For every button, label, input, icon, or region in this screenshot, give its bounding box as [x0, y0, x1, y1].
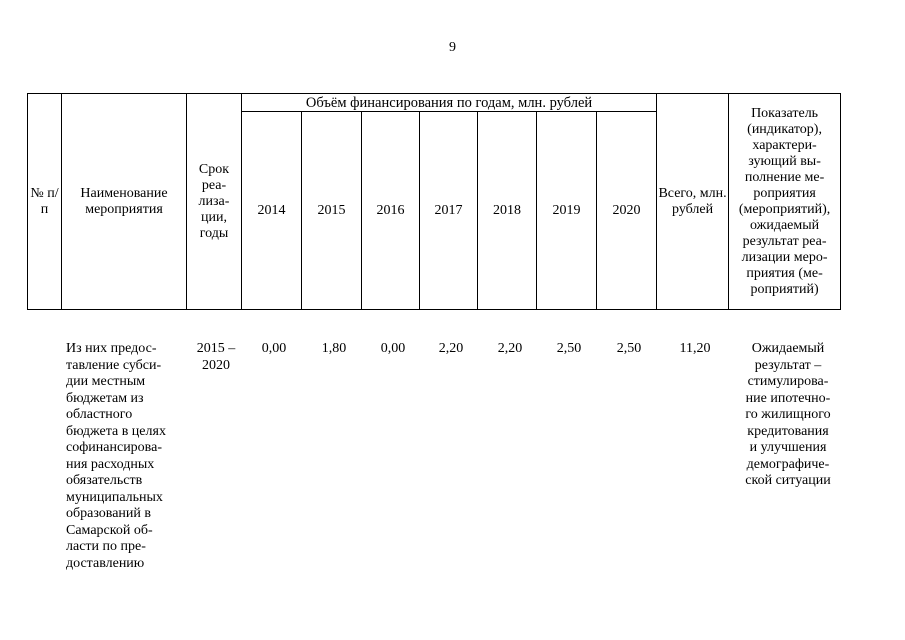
header-indicator-line: ожидаемый — [750, 217, 820, 233]
row-name-line: ния расходных — [66, 456, 155, 472]
row-name-line: дии местным — [66, 374, 146, 389]
row-result-line: го жилищного — [745, 407, 831, 422]
row-name-line: муниципальных — [66, 489, 163, 505]
row-value-2019: 2,50 — [556, 341, 582, 356]
header-num-text: № п/п — [30, 185, 59, 217]
row-name-line: областного — [66, 407, 133, 422]
row-name-line: Из них предос- — [66, 341, 157, 356]
header-name-text: Наименование мероприятия — [80, 185, 168, 217]
row-result-line: ской ситуации — [745, 473, 831, 488]
header-indicator-line: (мероприятий), — [738, 201, 831, 217]
header-indicator-line: полнение ме- — [744, 169, 825, 185]
row-name-line: ласти по пре- — [66, 539, 146, 554]
header-table — [27, 93, 841, 310]
row-value-2018: 2,20 — [497, 341, 523, 356]
header-total — [657, 94, 729, 310]
row-name — [66, 341, 182, 572]
row-name-line: Самарской об- — [66, 522, 153, 538]
row-name-line: тавление субси- — [66, 357, 162, 373]
header-name — [62, 94, 187, 310]
header-year-2018: 2018 — [478, 112, 537, 310]
header-indicator — [729, 94, 841, 310]
header-year-2015: 2015 — [302, 112, 362, 310]
row-total: 11,20 — [679, 341, 711, 356]
header-indicator-line: лизации меро- — [741, 249, 828, 265]
row-value-2015: 1,80 — [321, 341, 347, 356]
header-indicator-line: роприятия — [753, 185, 816, 201]
row-result-line: демографиче- — [746, 456, 830, 472]
row-name-line: софинансирова- — [66, 440, 162, 455]
header-indicator-line: (индикатор), — [747, 121, 822, 137]
header-term — [187, 94, 242, 310]
header-year-2017: 2017 — [420, 112, 478, 310]
header-year-2019: 2019 — [537, 112, 597, 310]
row-result — [729, 341, 847, 490]
header-num — [28, 94, 62, 310]
row-result-line: результат – — [754, 357, 822, 373]
header-total-text: Всего, млн. рублей — [658, 185, 727, 217]
header-funding-title: Объём финансирования по годам, млн. рублей — [242, 94, 657, 112]
row-value-2017: 2,20 — [438, 341, 464, 356]
header-year-2016: 2016 — [362, 112, 420, 310]
row-value-2016: 0,00 — [380, 341, 406, 356]
header-indicator-line: результат реа- — [742, 233, 827, 249]
header-year-2014: 2014 — [242, 112, 302, 310]
row-result-line: ние ипотечно- — [745, 390, 831, 406]
header-year-2020: 2020 — [597, 112, 657, 310]
header-indicator-line: характери- — [752, 137, 817, 153]
row-value-2014: 0,00 — [261, 341, 287, 356]
row-name-line: бюджета в целях — [66, 423, 166, 439]
row-name-line: обязательств — [66, 473, 143, 488]
row-result-line: Ожидаемый — [751, 341, 825, 356]
row-name-line: образований в — [66, 506, 152, 521]
header-indicator-line: Показатель — [751, 105, 819, 121]
row-result-line: и улучшения — [749, 440, 827, 455]
row-name-line: доставлению — [66, 555, 145, 571]
row-term-line: 2015 – — [196, 341, 236, 356]
row-value-2020: 2,50 — [616, 341, 642, 356]
row-term — [188, 341, 244, 374]
header-indicator-line: зующий вы- — [748, 153, 821, 169]
row-term-line: 2020 — [202, 357, 230, 373]
row-result-line: кредитования — [747, 423, 829, 439]
page-number: 9 — [449, 40, 456, 55]
row-name-line: бюджетам из — [66, 390, 144, 406]
row-result-line: стимулирова- — [747, 374, 829, 389]
header-term-text: Срок реа-лиза-ции, годы — [198, 161, 230, 241]
header-indicator-line: приятия (ме- — [746, 265, 823, 281]
header-indicator-line: роприятий) — [750, 281, 819, 297]
